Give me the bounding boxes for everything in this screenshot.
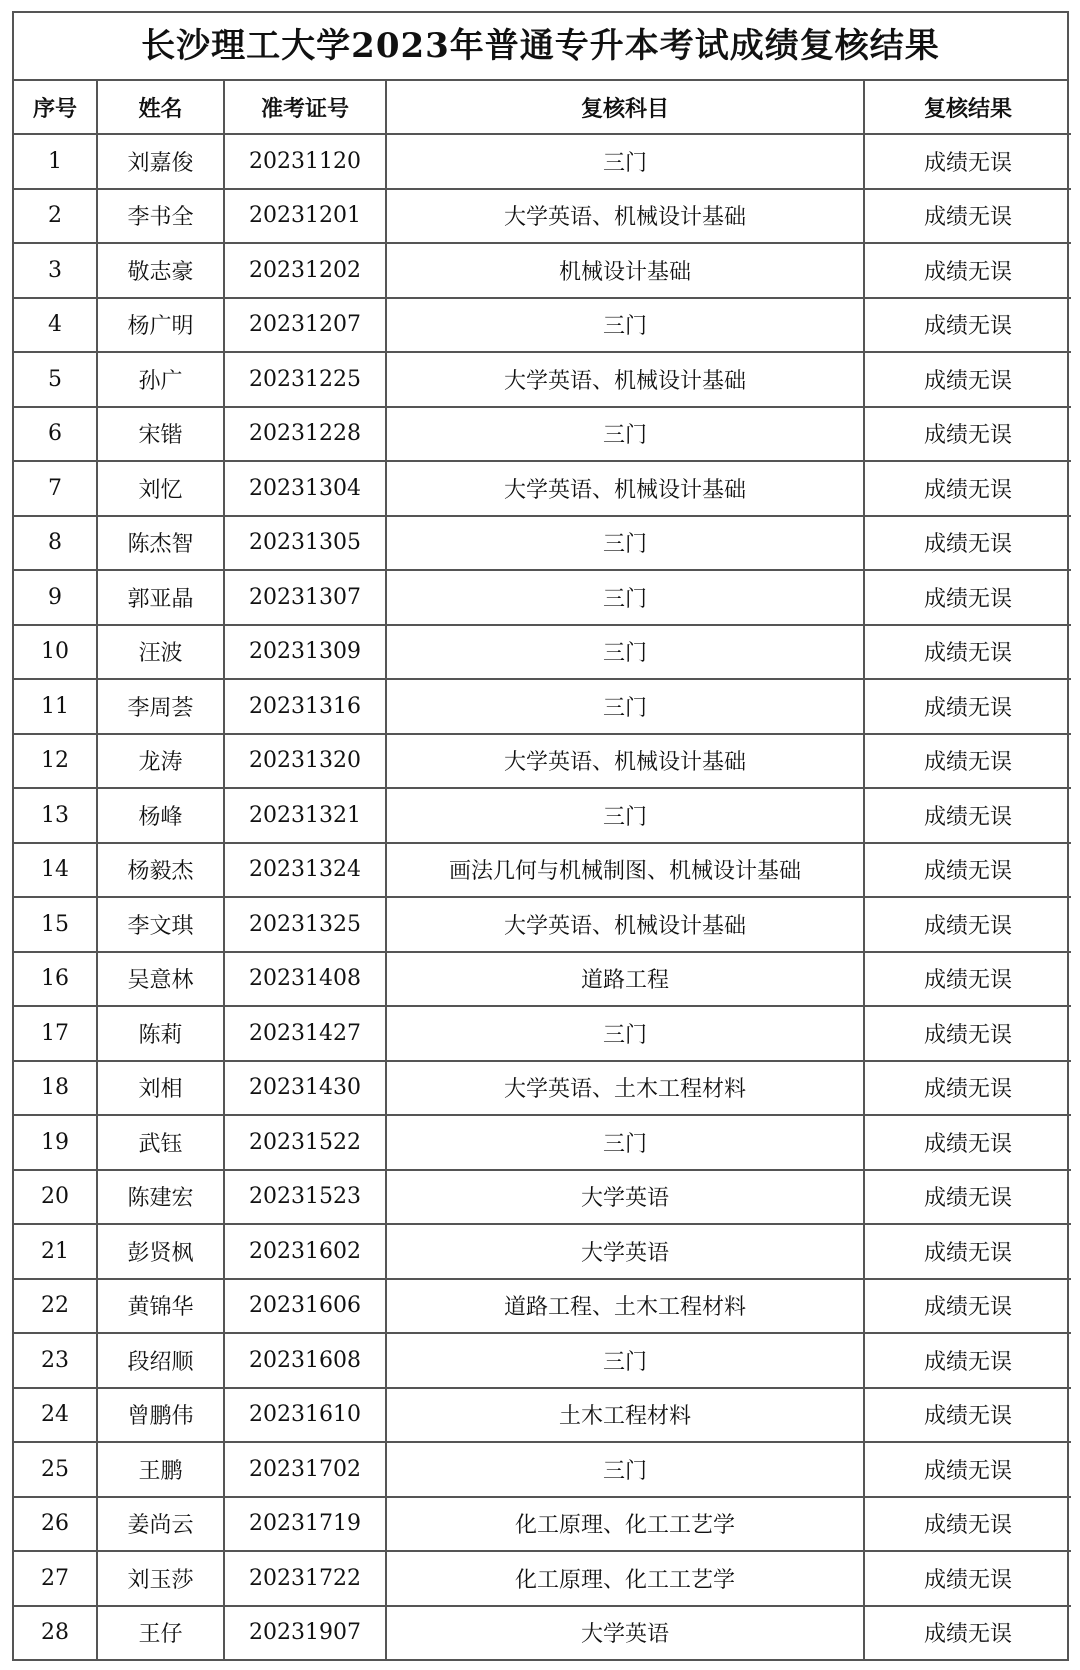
cell-subjects: 大学英语: [386, 1224, 864, 1279]
cell-seq: 23: [14, 1333, 97, 1388]
cell-name: 王仔: [97, 1606, 224, 1660]
cell-name: 曾鹏伟: [97, 1388, 224, 1443]
table-row: [14, 1170, 1071, 1225]
cell-subjects: 大学英语: [386, 1606, 864, 1660]
cell-seq: 18: [14, 1061, 97, 1116]
table-row: [14, 1224, 1071, 1279]
cell-name: 杨峰: [97, 788, 224, 843]
table-row: [14, 1115, 1071, 1170]
cell-subjects: 三门: [386, 1333, 864, 1388]
cell-exam-id: 20231307: [224, 570, 386, 625]
table-row: [14, 1061, 1071, 1116]
cell-subjects: 三门: [386, 1006, 864, 1061]
cell-name: 陈莉: [97, 1006, 224, 1061]
cell-seq: 28: [14, 1606, 97, 1660]
cell-result: 成绩无误: [864, 1442, 1071, 1497]
table-row: [14, 189, 1071, 244]
cell-name: 郭亚晶: [97, 570, 224, 625]
cell-seq: 11: [14, 679, 97, 734]
cell-result: 成绩无误: [864, 189, 1071, 244]
cell-exam-id: 20231225: [224, 352, 386, 407]
cell-result: 成绩无误: [864, 1279, 1071, 1334]
cell-seq: 19: [14, 1115, 97, 1170]
cell-seq: 20: [14, 1170, 97, 1225]
table-header: [14, 81, 1071, 134]
table-row: [14, 625, 1071, 680]
cell-result: 成绩无误: [864, 1497, 1071, 1552]
cell-seq: 3: [14, 243, 97, 298]
cell-result: 成绩无误: [864, 1224, 1071, 1279]
cell-name: 刘相: [97, 1061, 224, 1116]
cell-result: 成绩无误: [864, 1606, 1071, 1660]
cell-subjects: 三门: [386, 407, 864, 462]
table-row: [14, 679, 1071, 734]
cell-seq: 27: [14, 1551, 97, 1606]
table-row: [14, 516, 1071, 571]
cell-exam-id: 20231228: [224, 407, 386, 462]
cell-subjects: 机械设计基础: [386, 243, 864, 298]
cell-result: 成绩无误: [864, 1551, 1071, 1606]
cell-subjects: 三门: [386, 298, 864, 353]
cell-seq: 5: [14, 352, 97, 407]
cell-exam-id: 20231907: [224, 1606, 386, 1660]
cell-result: 成绩无误: [864, 461, 1071, 516]
cell-seq: 1: [14, 134, 97, 189]
table-row: [14, 1006, 1071, 1061]
table-row: [14, 1279, 1071, 1334]
header-result: 复核结果: [864, 81, 1071, 134]
cell-exam-id: 20231201: [224, 189, 386, 244]
table-row: [14, 1333, 1071, 1388]
cell-result: 成绩无误: [864, 516, 1071, 571]
table-row: [14, 897, 1071, 952]
cell-subjects: 大学英语、机械设计基础: [386, 734, 864, 789]
cell-subjects: 三门: [386, 1115, 864, 1170]
cell-result: 成绩无误: [864, 1006, 1071, 1061]
cell-subjects: 三门: [386, 570, 864, 625]
cell-exam-id: 20231522: [224, 1115, 386, 1170]
cell-name: 黄锦华: [97, 1279, 224, 1334]
cell-seq: 22: [14, 1279, 97, 1334]
header-name: 姓名: [97, 81, 224, 134]
cell-exam-id: 20231722: [224, 1551, 386, 1606]
cell-name: 龙涛: [97, 734, 224, 789]
cell-exam-id: 20231202: [224, 243, 386, 298]
cell-name: 宋锴: [97, 407, 224, 462]
cell-result: 成绩无误: [864, 1170, 1071, 1225]
cell-result: 成绩无误: [864, 734, 1071, 789]
cell-exam-id: 20231408: [224, 952, 386, 1007]
cell-name: 李书全: [97, 189, 224, 244]
cell-exam-id: 20231309: [224, 625, 386, 680]
cell-exam-id: 20231325: [224, 897, 386, 952]
cell-name: 彭贤枫: [97, 1224, 224, 1279]
table-row: [14, 734, 1071, 789]
cell-subjects: 三门: [386, 1442, 864, 1497]
table-row: [14, 788, 1071, 843]
table-row: [14, 1442, 1071, 1497]
cell-result: 成绩无误: [864, 1333, 1071, 1388]
cell-name: 李周荟: [97, 679, 224, 734]
cell-seq: 12: [14, 734, 97, 789]
cell-result: 成绩无误: [864, 407, 1071, 462]
cell-subjects: 化工原理、化工工艺学: [386, 1497, 864, 1552]
table-row: [14, 243, 1071, 298]
header-subjects: 复核科目: [386, 81, 864, 134]
cell-subjects: 大学英语、机械设计基础: [386, 461, 864, 516]
cell-result: 成绩无误: [864, 897, 1071, 952]
cell-subjects: 大学英语、机械设计基础: [386, 189, 864, 244]
cell-subjects: 道路工程: [386, 952, 864, 1007]
cell-seq: 13: [14, 788, 97, 843]
cell-subjects: 三门: [386, 625, 864, 680]
cell-exam-id: 20231602: [224, 1224, 386, 1279]
cell-name: 刘玉莎: [97, 1551, 224, 1606]
cell-result: 成绩无误: [864, 679, 1071, 734]
cell-name: 汪波: [97, 625, 224, 680]
cell-exam-id: 20231430: [224, 1061, 386, 1116]
cell-exam-id: 20231610: [224, 1388, 386, 1443]
cell-seq: 15: [14, 897, 97, 952]
table-body: [14, 134, 1071, 1659]
cell-seq: 8: [14, 516, 97, 571]
header-exam-id: 准考证号: [224, 81, 386, 134]
cell-name: 陈建宏: [97, 1170, 224, 1225]
table-row: [14, 298, 1071, 353]
cell-seq: 26: [14, 1497, 97, 1552]
cell-subjects: 大学英语、机械设计基础: [386, 897, 864, 952]
cell-exam-id: 20231120: [224, 134, 386, 189]
table-row: [14, 1388, 1071, 1443]
cell-name: 武钰: [97, 1115, 224, 1170]
header-seq: 序号: [14, 81, 97, 134]
cell-subjects: 三门: [386, 134, 864, 189]
cell-name: 孙广: [97, 352, 224, 407]
table-row: [14, 461, 1071, 516]
cell-subjects: 化工原理、化工工艺学: [386, 1551, 864, 1606]
table-row: [14, 952, 1071, 1007]
cell-exam-id: 20231324: [224, 843, 386, 898]
cell-subjects: 大学英语: [386, 1170, 864, 1225]
cell-name: 吴意林: [97, 952, 224, 1007]
cell-subjects: 大学英语、机械设计基础: [386, 352, 864, 407]
cell-exam-id: 20231608: [224, 1333, 386, 1388]
cell-exam-id: 20231320: [224, 734, 386, 789]
results-document: [12, 11, 1069, 1661]
table-row: [14, 1497, 1071, 1552]
cell-subjects: 三门: [386, 788, 864, 843]
cell-result: 成绩无误: [864, 625, 1071, 680]
cell-result: 成绩无误: [864, 352, 1071, 407]
cell-seq: 25: [14, 1442, 97, 1497]
cell-name: 姜尚云: [97, 1497, 224, 1552]
cell-name: 王鹏: [97, 1442, 224, 1497]
cell-result: 成绩无误: [864, 298, 1071, 353]
cell-result: 成绩无误: [864, 1115, 1071, 1170]
cell-seq: 7: [14, 461, 97, 516]
cell-subjects: 土木工程材料: [386, 1388, 864, 1443]
cell-result: 成绩无误: [864, 243, 1071, 298]
cell-result: 成绩无误: [864, 952, 1071, 1007]
cell-exam-id: 20231304: [224, 461, 386, 516]
cell-seq: 6: [14, 407, 97, 462]
cell-exam-id: 20231606: [224, 1279, 386, 1334]
cell-result: 成绩无误: [864, 570, 1071, 625]
cell-seq: 17: [14, 1006, 97, 1061]
cell-result: 成绩无误: [864, 843, 1071, 898]
table-row: [14, 352, 1071, 407]
cell-exam-id: 20231316: [224, 679, 386, 734]
cell-exam-id: 20231702: [224, 1442, 386, 1497]
cell-exam-id: 20231207: [224, 298, 386, 353]
cell-result: 成绩无误: [864, 1061, 1071, 1116]
table-row: [14, 1551, 1071, 1606]
cell-seq: 2: [14, 189, 97, 244]
cell-name: 陈杰智: [97, 516, 224, 571]
cell-exam-id: 20231427: [224, 1006, 386, 1061]
table-row: [14, 570, 1071, 625]
cell-exam-id: 20231305: [224, 516, 386, 571]
document-title: 长沙理工大学2023年普通专升本考试成绩复核结果: [14, 13, 1067, 81]
cell-name: 杨毅杰: [97, 843, 224, 898]
cell-seq: 10: [14, 625, 97, 680]
cell-subjects: 大学英语、土木工程材料: [386, 1061, 864, 1116]
header-row: [14, 81, 1071, 134]
table-row: [14, 407, 1071, 462]
cell-subjects: 三门: [386, 679, 864, 734]
cell-seq: 9: [14, 570, 97, 625]
cell-exam-id: 20231719: [224, 1497, 386, 1552]
cell-result: 成绩无误: [864, 134, 1071, 189]
cell-result: 成绩无误: [864, 788, 1071, 843]
cell-subjects: 道路工程、土木工程材料: [386, 1279, 864, 1334]
table-row: [14, 134, 1071, 189]
cell-seq: 14: [14, 843, 97, 898]
cell-name: 刘嘉俊: [97, 134, 224, 189]
cell-name: 刘忆: [97, 461, 224, 516]
table-row: [14, 1606, 1071, 1660]
cell-name: 杨广明: [97, 298, 224, 353]
cell-subjects: 三门: [386, 516, 864, 571]
cell-seq: 16: [14, 952, 97, 1007]
cell-exam-id: 20231321: [224, 788, 386, 843]
cell-seq: 21: [14, 1224, 97, 1279]
cell-subjects: 画法几何与机械制图、机械设计基础: [386, 843, 864, 898]
cell-exam-id: 20231523: [224, 1170, 386, 1225]
cell-name: 李文琪: [97, 897, 224, 952]
cell-name: 段绍顺: [97, 1333, 224, 1388]
cell-seq: 24: [14, 1388, 97, 1443]
table-row: [14, 843, 1071, 898]
results-table: [14, 81, 1071, 1659]
cell-name: 敬志豪: [97, 243, 224, 298]
cell-result: 成绩无误: [864, 1388, 1071, 1443]
cell-seq: 4: [14, 298, 97, 353]
